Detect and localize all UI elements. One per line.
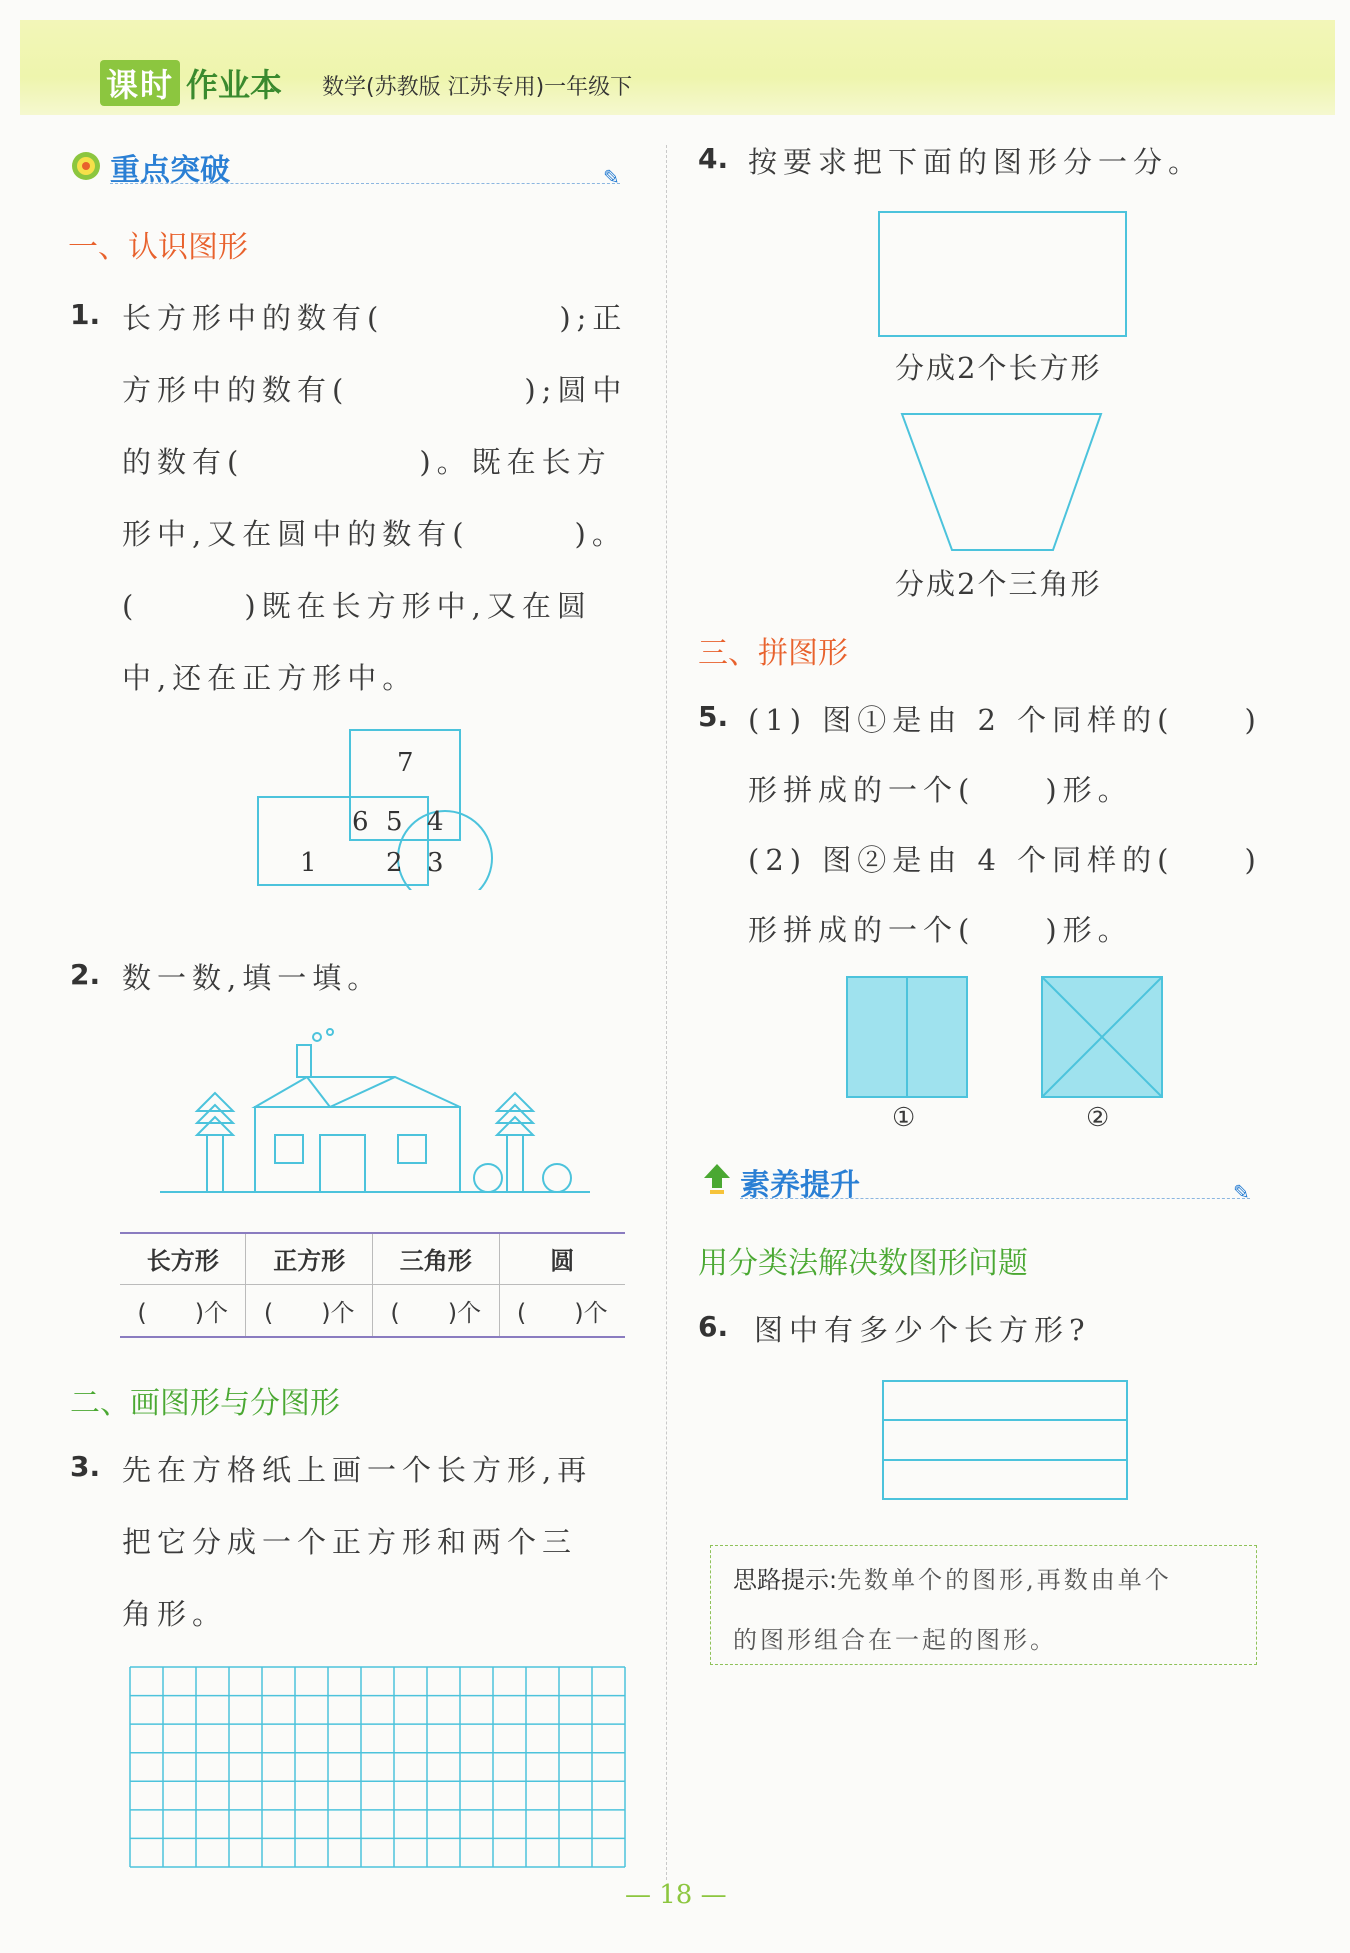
q4-number: 4. xyxy=(698,142,729,175)
q5-line-1: (1) 图①是由 2 个同样的( ) xyxy=(748,703,1262,737)
part2-title: 二、画图形与分图形 xyxy=(70,1386,340,1421)
q4-caption-1: 分成2个长方形 xyxy=(895,351,1102,385)
fig-num-7: 7 xyxy=(397,748,414,778)
hint-label: 思路提示: xyxy=(733,1566,838,1594)
grid-paper xyxy=(128,1665,628,1870)
section-improve-underline xyxy=(740,1198,1250,1199)
q5-label-1: ① xyxy=(892,1103,916,1133)
section-underline xyxy=(110,183,620,184)
header-circle: 圆 xyxy=(499,1234,625,1284)
q1-line-5: ( )既在长方形中,又在圆 xyxy=(122,589,592,623)
section-focus-title: 重点突破 xyxy=(110,153,230,188)
pen-icon: ✎ xyxy=(603,165,620,189)
q2-text: 数一数,填一填。 xyxy=(122,961,383,995)
pen-icon: ✎ xyxy=(1233,1180,1250,1204)
q4-caption-2: 分成2个三角形 xyxy=(895,567,1102,601)
q5-figure-1 xyxy=(845,975,975,1100)
q4-text: 按要求把下面的图形分一分。 xyxy=(748,145,1204,179)
q4-trapezoid-figure xyxy=(895,410,1105,555)
section-improve-title: 素养提升 xyxy=(740,1168,860,1203)
q6-figure xyxy=(880,1378,1130,1503)
q3-line-1: 先在方格纸上画一个长方形,再 xyxy=(122,1453,593,1487)
hint-text-1: 先数单个的图形,再数由单个 xyxy=(837,1566,1172,1594)
logo-box: 课时 xyxy=(100,60,180,106)
q1-number: 1. xyxy=(70,298,101,331)
q5-number: 5. xyxy=(698,700,729,733)
house-figure xyxy=(155,1025,595,1195)
header-rectangle: 长方形 xyxy=(146,1247,219,1276)
q2-number: 2. xyxy=(70,958,101,991)
fig-num-6: 6 xyxy=(352,807,369,837)
q5-line-2: 形拼成的一个( )形。 xyxy=(748,773,1133,807)
part1-title: 一、认识图形 xyxy=(68,230,248,265)
cell-circle-count: ( )个 xyxy=(499,1284,625,1336)
q3-number: 3. xyxy=(70,1450,101,1483)
q5-line-4: 形拼成的一个( )形。 xyxy=(748,913,1133,947)
header-square: 正方形 xyxy=(246,1234,373,1284)
header-triangle: 三角形 xyxy=(372,1234,499,1284)
q1-line-3: 的数有( )。既在长方 xyxy=(122,445,612,479)
q2-count-table xyxy=(120,1232,625,1338)
method-title: 用分类法解决数图形问题 xyxy=(698,1246,1028,1281)
fig-num-3: 3 xyxy=(427,848,444,878)
fig-num-2: 2 xyxy=(386,848,403,878)
part3-title: 三、拼图形 xyxy=(698,636,848,671)
q6-number: 6. xyxy=(698,1310,729,1343)
circle-shape xyxy=(398,811,492,890)
q6-text: 图中有多少个长方形? xyxy=(754,1313,1091,1347)
q1-shapes-figure xyxy=(250,725,500,890)
q5-label-2: ② xyxy=(1086,1103,1110,1133)
arrow-up-icon xyxy=(702,1162,732,1196)
cell-rectangle-count: ( )个 xyxy=(137,1298,229,1327)
column-divider xyxy=(666,145,667,1880)
target-icon xyxy=(70,150,102,182)
q1-line-4: 形中,又在圆中的数有( )。 xyxy=(122,517,627,551)
q5-figure-2 xyxy=(1040,975,1165,1100)
hint-line-2: 的图形组合在一起的图形。 xyxy=(733,1626,1057,1654)
page-number: — 18 — xyxy=(625,1880,727,1910)
q5-line-3: (2) 图②是由 4 个同样的( ) xyxy=(748,843,1262,877)
hint-line-1 xyxy=(733,1560,1172,1595)
fig-num-4: 4 xyxy=(427,807,444,837)
q3-line-3: 角形。 xyxy=(122,1597,228,1631)
book-logo xyxy=(100,60,282,106)
q1-line-1: 长方形中的数有( );正 xyxy=(122,301,628,335)
cell-square-count: ( )个 xyxy=(246,1284,373,1336)
q1-line-6: 中,还在正方形中。 xyxy=(122,661,418,695)
book-subtitle: 数学(苏教版 江苏专用)一年级下 xyxy=(322,75,633,100)
q4-rectangle-figure xyxy=(875,208,1130,340)
logo-text: 作业本 xyxy=(186,66,283,104)
fig-num-1: 1 xyxy=(300,848,317,878)
q1-line-2: 方形中的数有( );圆中 xyxy=(122,373,628,407)
hint-box xyxy=(710,1545,1257,1665)
cell-triangle-count: ( )个 xyxy=(372,1284,499,1336)
q3-line-2: 把它分成一个正方形和两个三 xyxy=(122,1525,578,1559)
fig-num-5: 5 xyxy=(386,807,403,837)
